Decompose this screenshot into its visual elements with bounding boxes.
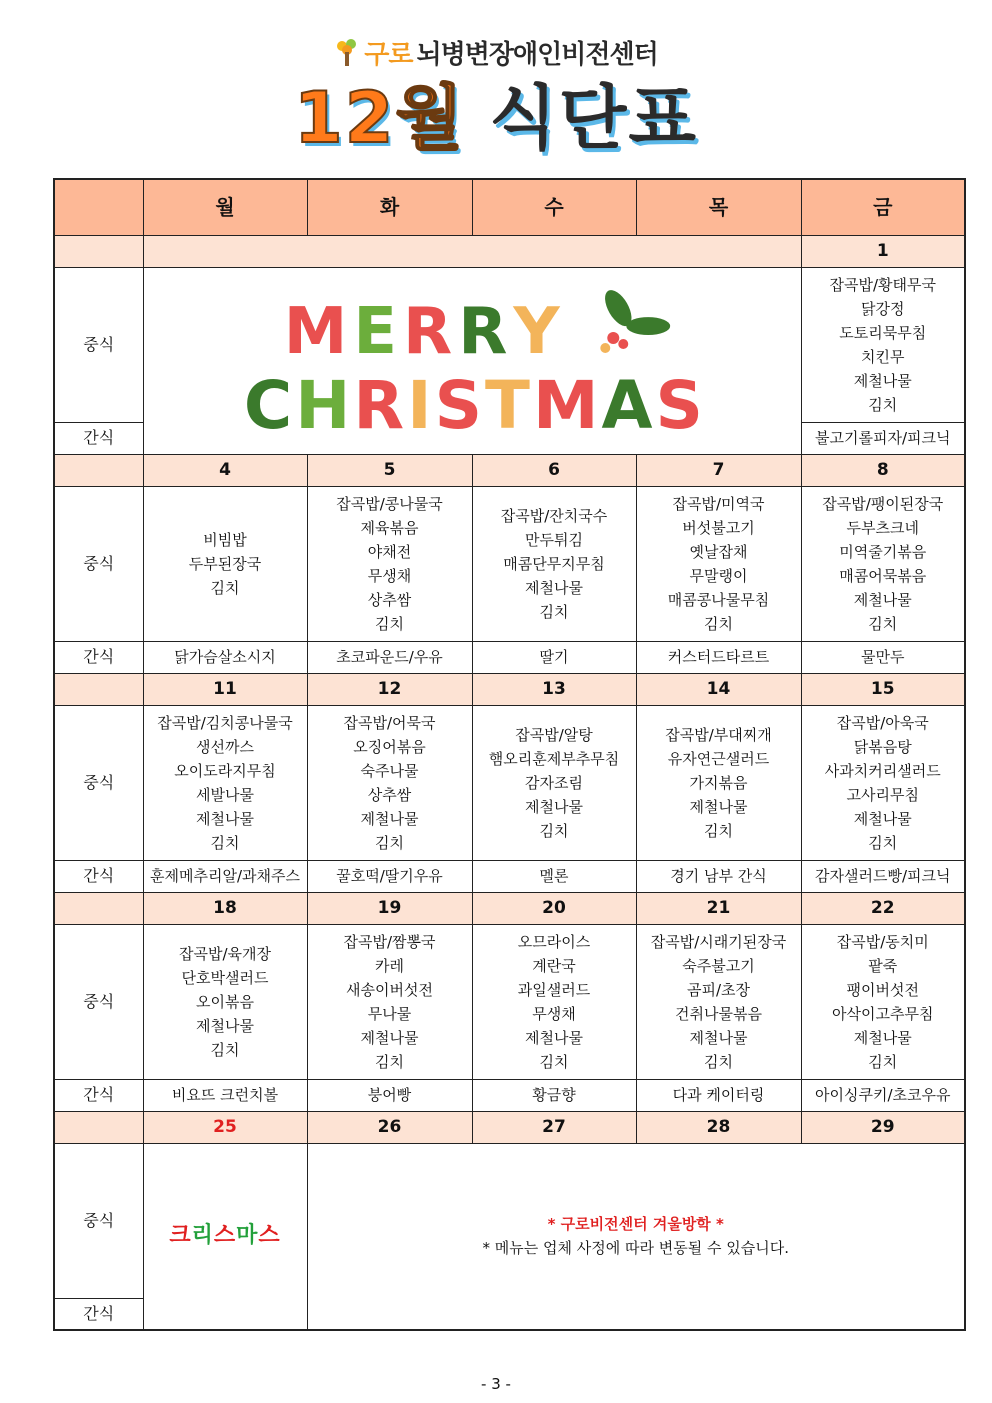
menu-item: 닭볶음탕 <box>853 737 912 756</box>
date-label-cell <box>54 1111 143 1143</box>
menu-item: 잡곡밥/팽이된장국 <box>822 494 944 513</box>
menu-item: 감자조림 <box>525 773 583 792</box>
snack-cell: 멜론 <box>472 860 636 892</box>
date-row <box>54 1111 965 1143</box>
menu-item: 도토리묵무침 <box>839 323 927 342</box>
date-cell: 28 <box>636 1111 801 1143</box>
menu-item: 김치 <box>539 821 569 840</box>
menu-item: 두부된장국 <box>188 554 262 573</box>
menu-item: 제철나물 <box>360 1028 419 1047</box>
menu-item: 건취나물볶음 <box>675 1004 762 1023</box>
page-number: - 3 - <box>481 1375 511 1393</box>
menu-cell <box>801 924 965 1079</box>
menu-item: 잡곡밥/콩나물국 <box>336 494 443 513</box>
lunch-row <box>54 267 965 422</box>
lunch-row <box>54 924 965 1079</box>
menu-cell <box>472 705 636 860</box>
menu-item: 김치 <box>375 833 404 852</box>
menu-item: 잡곡밥/황태무국 <box>829 275 936 294</box>
corner-cell <box>54 179 143 235</box>
snack-row <box>54 860 965 892</box>
snack-cell: 감자샐러드빵/피크닉 <box>801 860 965 892</box>
menu-cell <box>143 924 307 1079</box>
holly-icon <box>599 285 670 352</box>
merry-text: MERRY <box>283 294 566 369</box>
menu-item: 오이도라지무침 <box>174 761 276 780</box>
lunch-row <box>54 486 965 641</box>
christmas-text: CHRISTMAS <box>243 366 706 444</box>
menu-item: 제철나물 <box>525 578 583 597</box>
org-name-prefix: 구로 <box>364 40 413 70</box>
menu-item: 가지볶음 <box>689 773 748 792</box>
menu-cell <box>307 924 472 1079</box>
menu-item: 숙주나물 <box>360 761 419 780</box>
menu-change-notice: * 메뉴는 업체 사정에 따라 변동될 수 있습니다. <box>482 1239 789 1258</box>
menu-item: 김치 <box>868 614 898 633</box>
menu-item: 김치 <box>868 1052 898 1071</box>
date-cell: 11 <box>143 673 307 705</box>
menu-cell <box>636 705 801 860</box>
menu-item: 곰피/초장 <box>686 980 750 999</box>
snack-row <box>54 641 965 673</box>
menu-item: 만두튀김 <box>525 530 583 549</box>
menu-item: 숙주불고기 <box>682 956 755 975</box>
menu-item: 비빔밥 <box>203 530 247 549</box>
menu-item: 무생채 <box>367 566 412 585</box>
snack-label: 간식 <box>54 860 143 892</box>
lunch-label: 중식 <box>54 1143 143 1298</box>
menu-cell <box>801 267 965 422</box>
day-mon: 월 <box>143 179 307 235</box>
menu-item: 두부츠크네 <box>846 518 919 537</box>
lunch-label: 중식 <box>54 705 143 860</box>
date-label-cell <box>54 235 143 267</box>
menu-item: 옛날잡채 <box>689 542 748 561</box>
menu-item: 제육볶음 <box>360 518 419 537</box>
date-row <box>54 235 965 267</box>
day-fri: 금 <box>801 179 965 235</box>
menu-item: 계란국 <box>532 956 576 975</box>
menu-item: 카레 <box>375 956 404 975</box>
menu-cell <box>801 486 965 641</box>
day-tue: 화 <box>307 179 472 235</box>
day-thu: 목 <box>636 179 801 235</box>
snack-cell: 경기 남부 간식 <box>636 860 801 892</box>
snack-cell: 딸기 <box>472 641 636 673</box>
snack-cell: 비요뜨 크런치볼 <box>143 1079 307 1111</box>
menu-item: 잡곡밥/짬뽕국 <box>343 932 436 951</box>
date-cell: 18 <box>143 892 307 924</box>
menu-item: 고사리무침 <box>846 785 919 804</box>
snack-cell: 다과 케이터링 <box>636 1079 801 1111</box>
tree-logo-icon <box>334 38 360 68</box>
menu-item: 잡곡밥/부대찌개 <box>665 725 772 744</box>
date-cell: 13 <box>472 673 636 705</box>
menu-item: 김치 <box>375 1052 404 1071</box>
menu-item: 김치 <box>210 1040 240 1059</box>
menu-item: 미역줄기볶음 <box>839 542 927 561</box>
menu-item: 세발나물 <box>196 785 254 804</box>
date-cell: 5 <box>307 454 472 486</box>
menu-item: 무나물 <box>367 1004 412 1023</box>
lunch-row <box>54 705 965 860</box>
menu-item: 햄오리훈제부추무침 <box>488 749 620 768</box>
menu-item: 제철나물 <box>853 1028 912 1047</box>
page-title <box>0 78 992 158</box>
menu-item: 버섯불고기 <box>682 518 755 537</box>
snack-cell: 꿀호떡/딸기우유 <box>307 860 472 892</box>
menu-item: 제철나물 <box>689 797 748 816</box>
lunch-label: 중식 <box>54 486 143 641</box>
menu-cell <box>801 705 965 860</box>
menu-item: 제철나물 <box>853 809 912 828</box>
menu-item: 과일샐러드 <box>517 980 591 999</box>
menu-cell <box>307 486 472 641</box>
holiday-cell <box>143 1143 307 1330</box>
date-row <box>54 454 965 486</box>
menu-item: 잡곡밥/아욱국 <box>836 713 929 732</box>
menu-item: 단호박샐러드 <box>181 968 269 987</box>
menu-cell <box>307 705 472 860</box>
snack-cell: 커스터드타르트 <box>636 641 801 673</box>
day-wed: 수 <box>472 179 636 235</box>
menu-item: 제철나물 <box>525 1028 583 1047</box>
menu-item: 제철나물 <box>853 371 912 390</box>
menu-item: 팥죽 <box>868 956 898 975</box>
menu-cell <box>143 705 307 860</box>
menu-item: 잡곡밥/시래기된장국 <box>650 932 787 951</box>
date-cell: 21 <box>636 892 801 924</box>
date-cell: 26 <box>307 1111 472 1143</box>
snack-label: 간식 <box>54 1298 143 1330</box>
menu-item: 김치 <box>210 578 240 597</box>
lunch-row <box>54 1143 965 1298</box>
snack-cell: 아이싱쿠키/초코우유 <box>801 1079 965 1111</box>
menu-item: 잡곡밥/동치미 <box>836 932 929 951</box>
menu-item: 김치 <box>704 821 733 840</box>
date-cell: 8 <box>801 454 965 486</box>
menu-item: 잡곡밥/육개장 <box>179 944 271 963</box>
menu-item: 상추쌈 <box>367 590 412 609</box>
menu-item: 김치 <box>539 1052 569 1071</box>
date-cell: 14 <box>636 673 801 705</box>
org-heading <box>0 34 992 72</box>
title-word: 식단표 <box>489 77 698 159</box>
lunch-label: 중식 <box>54 924 143 1079</box>
menu-item: 김치 <box>539 602 569 621</box>
menu-item: 새송이버섯전 <box>346 980 433 999</box>
menu-item: 잡곡밥/어묵국 <box>343 713 436 732</box>
menu-item: 잡곡밥/미역국 <box>672 494 765 513</box>
snack-label: 간식 <box>54 422 143 454</box>
menu-item: 무말랭이 <box>689 566 748 585</box>
menu-item: 무생채 <box>532 1004 576 1023</box>
snack-cell: 훈제메추리알/과채주스 <box>143 860 307 892</box>
menu-item: 제철나물 <box>525 797 583 816</box>
snack-cell: 불고기롤피자/피크닉 <box>801 422 965 454</box>
date-blank-cell <box>143 235 801 267</box>
menu-item: 김치 <box>868 395 898 414</box>
menu-cell <box>143 486 307 641</box>
menu-cell <box>472 924 636 1079</box>
snack-cell: 초코파운드/우유 <box>307 641 472 673</box>
org-name-rest: 뇌병변장애인비전센터 <box>416 40 658 70</box>
vacation-title: * 구로비전센터 겨울방학 * <box>547 1215 724 1234</box>
date-cell: 22 <box>801 892 965 924</box>
menu-table <box>53 178 966 1331</box>
menu-item: 오징어볶음 <box>353 737 426 756</box>
snack-label: 간식 <box>54 1079 143 1111</box>
date-label-cell <box>54 892 143 924</box>
merry-christmas-decoration <box>143 267 801 454</box>
menu-item: 유자연근샐러드 <box>667 749 770 768</box>
day-header-row <box>54 179 965 235</box>
menu-cell <box>472 486 636 641</box>
menu-item: 잡곡밥/김치콩나물국 <box>157 713 293 732</box>
merry-christmas-art <box>144 268 801 454</box>
menu-item: 김치 <box>375 614 404 633</box>
menu-item: 매콤단무지무침 <box>503 554 605 573</box>
menu-cell <box>636 924 801 1079</box>
snack-cell: 닭가슴살소시지 <box>143 641 307 673</box>
menu-item: 오므라이스 <box>517 932 591 951</box>
snack-cell: 물만두 <box>801 641 965 673</box>
menu-item: 제철나물 <box>360 809 419 828</box>
date-cell: 15 <box>801 673 965 705</box>
menu-item: 오이볶음 <box>196 992 254 1011</box>
date-cell: 20 <box>472 892 636 924</box>
menu-item: 김치 <box>704 614 733 633</box>
date-cell: 19 <box>307 892 472 924</box>
menu-item: 잡곡밥/알탕 <box>515 725 593 744</box>
date-cell: 1 <box>801 235 965 267</box>
date-label-cell <box>54 673 143 705</box>
date-cell-holiday: 25 <box>143 1111 307 1143</box>
date-cell: 27 <box>472 1111 636 1143</box>
title-month: 12월 <box>294 77 466 159</box>
date-row <box>54 673 965 705</box>
date-cell: 7 <box>636 454 801 486</box>
menu-item: 상추쌈 <box>367 785 412 804</box>
date-label-cell <box>54 454 143 486</box>
menu-item: 제철나물 <box>196 1016 254 1035</box>
menu-item: 제철나물 <box>196 809 254 828</box>
lunch-label: 중식 <box>54 267 143 422</box>
snack-label: 간식 <box>54 641 143 673</box>
menu-item: 매콤콩나물무침 <box>667 590 770 609</box>
menu-item: 생선까스 <box>196 737 254 756</box>
date-cell: 12 <box>307 673 472 705</box>
snack-cell: 붕어빵 <box>307 1079 472 1111</box>
menu-item: 야채전 <box>367 542 412 561</box>
menu-item: 닭강정 <box>861 299 905 318</box>
menu-item: 팽이버섯전 <box>846 980 919 999</box>
vacation-notice <box>307 1143 965 1330</box>
date-cell: 4 <box>143 454 307 486</box>
menu-item: 제철나물 <box>689 1028 748 1047</box>
menu-cell <box>636 486 801 641</box>
snack-row <box>54 1079 965 1111</box>
menu-item: 제철나물 <box>853 590 912 609</box>
menu-item: 매콤어묵볶음 <box>839 566 927 585</box>
menu-item: 치킨무 <box>861 347 905 366</box>
menu-item: 김치 <box>868 833 898 852</box>
menu-item: 잡곡밥/잔치국수 <box>500 506 608 525</box>
snack-cell: 황금향 <box>472 1079 636 1111</box>
date-cell: 6 <box>472 454 636 486</box>
menu-item: 김치 <box>704 1052 733 1071</box>
christmas-label: 크리스마스 <box>169 1222 281 1248</box>
menu-item: 사과치커리샐러드 <box>824 761 941 780</box>
date-row <box>54 892 965 924</box>
menu-item: 김치 <box>210 833 240 852</box>
date-cell: 29 <box>801 1111 965 1143</box>
menu-item: 아삭이고추무침 <box>832 1004 934 1023</box>
